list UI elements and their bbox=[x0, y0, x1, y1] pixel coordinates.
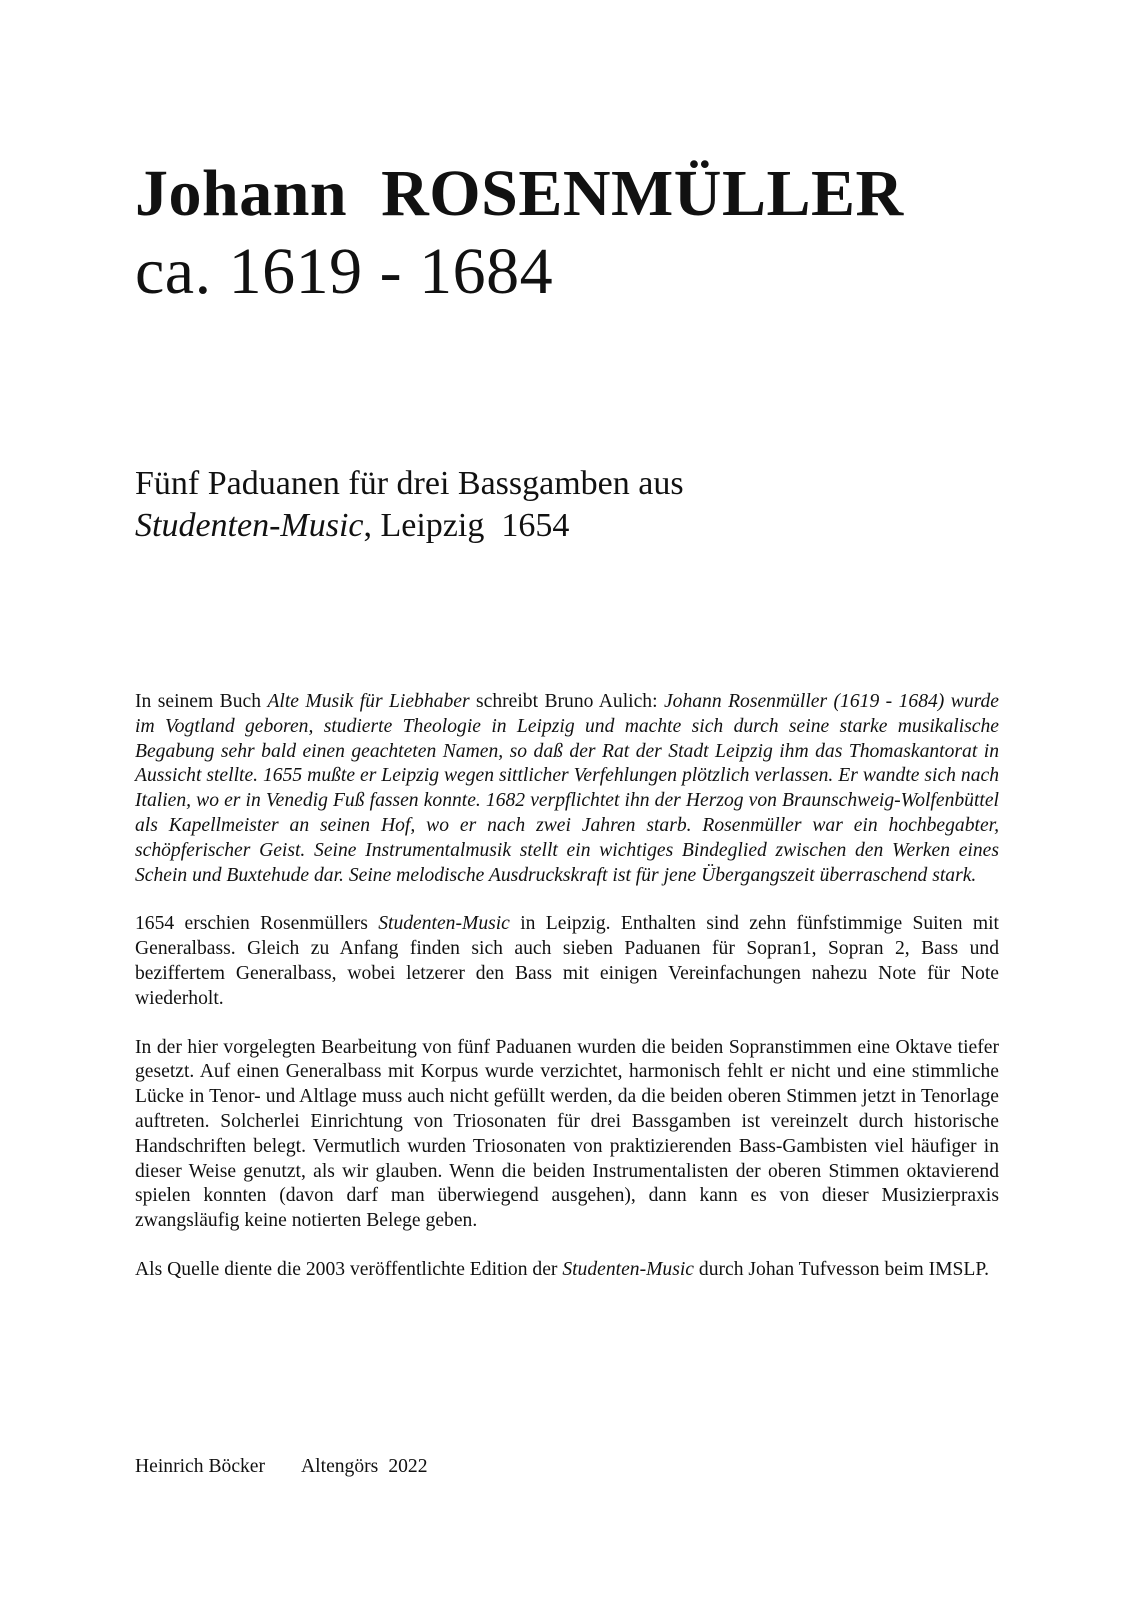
composer-dates: ca. 1619 - 1684 bbox=[135, 235, 554, 308]
paragraph-source bbox=[135, 1258, 999, 1283]
p2-after: in Leipzig. Enthalten sind zehn fünfstimmige Suiten mit Generalbass. Gleich zu Anfang finden sich auch sieben Paduanen für Sopran1, Sopran 2, Bass und beziffertem Generalbass, wobei letzerer den Bass mit einigen Vereinfachungen nahezu Note für Note wiederholt. bbox=[135, 913, 999, 1009]
signature bbox=[135, 1455, 428, 1479]
composer-first-name: Johann bbox=[135, 157, 348, 230]
p1-intro: In seinem Buch bbox=[135, 691, 268, 712]
paragraph-aulich-quote bbox=[135, 690, 999, 888]
subtitle-work-title: Studenten-Music bbox=[135, 507, 364, 544]
p1-author-text: schreibt Bruno Aulich: bbox=[469, 691, 664, 712]
body-text bbox=[135, 690, 999, 1307]
subtitle-line-1: Fünf Paduanen für drei Bassgamben aus bbox=[135, 465, 684, 502]
subtitle-block bbox=[135, 463, 1035, 547]
p1-quote: Johann Rosenmüller (1619 - 1684) wurde im Vogtland geboren, studierte Theologie in Leipzig und machte sich durch seine starke musikalische Begabung sehr bald einen geachteten Namen, so daß der Rat der Stadt Leipzig ihm das Thomaskantorat in Aussicht stellte. 1655 mußte er Leipzig wegen sittlicher Verfehlungen plötzlich verlassen. Er wandte sich nach Italien, wo er in Venedig Fuß fassen konnte. 1682 verpflichtet ihn der Herzog von Braunschweig-Wolfenbüttel als Kapellmeister an seinen Hof, wo er nach zwei Jahren starb. Rosenmüller war ein hochbegabter, schöpferischer Geist. Seine Instrumentalmusik stellt ein wichtiges Bindeglied zwischen den Werken eines Schein und Buxtehude dar. Seine melodische Ausdruckskraft ist für jene Übergangszeit überraschend stark. bbox=[135, 691, 1000, 886]
composer-name bbox=[135, 155, 1035, 233]
signature-name: Heinrich Böcker bbox=[135, 1456, 266, 1477]
title-block bbox=[135, 155, 1035, 311]
composer-last-name: ROSENMÜLLER bbox=[381, 157, 904, 230]
paragraph-arrangement: In der hier vorgelegten Bearbeitung von fünf Paduanen wurden die beiden Sopranstimmen eine Oktave tiefer gesetzt. Auf einen Generalbass mit Korpus wurde verzichtet, harmonisch fehlt er nicht und eine stimmliche Lücke in Tenor- und Altlage muss auch nicht gefüllt werden, da die beiden oberen Stimmen jetzt in Tenorlage auftreten. Solcherlei Einrichtung von Triosonaten für drei Bassgamben ist vereinzelt durch historische Handschriften belegt. Vermutlich wurden Triosonaten von praktizierenden Bass-Gambisten viel häufiger in dieser Weise genutzt, als wir glauben. Wenn die beiden Instrumentalisten der oberen Stimmen oktavierend spielen konnten (davon darf man überwiegend ausgehen), dann kann es von dieser Musizierpraxis zwangsläufig keine notierten Belege geben. bbox=[135, 1036, 999, 1232]
p2-work-title: Studenten-Music bbox=[378, 913, 510, 935]
p2-before: 1654 erschien Rosenmüllers bbox=[135, 913, 379, 935]
p1-book-title: Alte Musik für Liebhaber bbox=[267, 691, 470, 712]
subtitle-line-2 bbox=[135, 505, 1035, 547]
signature-year: 2022 bbox=[388, 1456, 428, 1477]
p4-after: durch Johan Tufvesson beim IMSLP. bbox=[694, 1258, 990, 1280]
paragraph-studenten-music bbox=[135, 912, 999, 1011]
p4-work-title: Studenten-Music bbox=[562, 1258, 694, 1280]
signature-place: Altengörs bbox=[301, 1456, 379, 1477]
p4-before: Als Quelle diente die 2003 veröffentlichte Edition der bbox=[135, 1258, 563, 1280]
subtitle-place-year: , Leipzig 1654 bbox=[363, 507, 570, 544]
